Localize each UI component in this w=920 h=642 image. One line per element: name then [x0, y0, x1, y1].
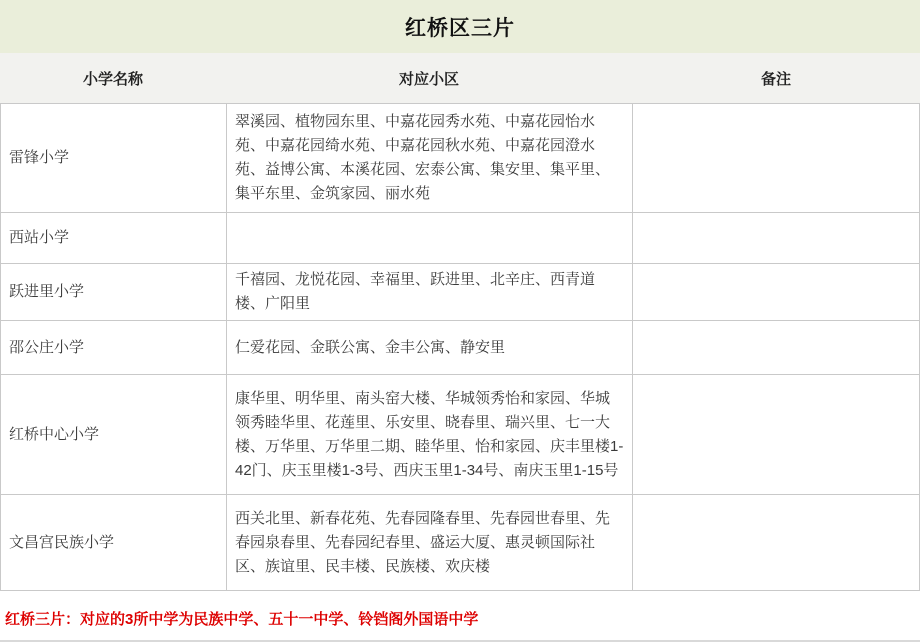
remark-cell [633, 104, 920, 213]
table-row [1, 375, 920, 495]
school-name-cell: 雷锋小学 [1, 104, 227, 213]
communities-cell [227, 213, 633, 264]
remark-cell [633, 264, 920, 321]
page-title: 红桥区三片 [405, 16, 515, 40]
school-name-cell: 邵公庄小学 [1, 321, 227, 375]
footnote-text: 红桥三片：对应的3所中学为民族中学、五十一中学、铃铛阁外国语中学 [5, 611, 479, 628]
table-row [1, 213, 920, 264]
district-table-body [1, 104, 920, 591]
communities-cell: 千禧园、龙悦花园、幸福里、跃进里、北辛庄、西青道楼、广阳里 [227, 264, 633, 321]
communities-cell: 西关北里、新春花苑、先春园隆春里、先春园世春里、先春园泉春里、先春园纪春里、盛运大厦、惠灵顿国际社区、族谊里、民丰楼、民族楼、欢庆楼 [227, 495, 633, 591]
school-name-cell: 西站小学 [1, 213, 227, 264]
table-row [1, 104, 920, 213]
column-header-remark: 备注 [760, 70, 791, 88]
remark-cell [633, 321, 920, 375]
table-header-row [0, 53, 920, 103]
school-name-cell: 红桥中心小学 [1, 375, 227, 495]
title-bar [0, 0, 920, 53]
remark-cell [633, 375, 920, 495]
table-row [1, 495, 920, 591]
remark-cell [633, 495, 920, 591]
remark-cell [633, 213, 920, 264]
school-name-cell: 文昌宫民族小学 [1, 495, 227, 591]
district-table [0, 103, 920, 591]
communities-cell: 康华里、明华里、南头窑大楼、华城领秀怡和家园、华城领秀睦华里、花莲里、乐安里、晓春里、瑞兴里、七一大楼、万华里、万华里二期、睦华里、怡和家园、庆丰里楼1-42门、庆玉里楼1-3号、西庆玉里1-34号、南庆玉里1-15号 [227, 375, 633, 495]
communities-cell: 翠溪园、植物园东里、中嘉花园秀水苑、中嘉花园怡水苑、中嘉花园绮水苑、中嘉花园秋水苑、中嘉花园澄水苑、益博公寓、本溪花园、宏泰公寓、集安里、集平里、集平东里、金筑家园、丽水苑 [227, 104, 633, 213]
school-name-cell: 跃进里小学 [1, 264, 227, 321]
table-row [1, 321, 920, 375]
column-header-communities: 对应小区 [398, 70, 459, 88]
communities-cell: 仁爱花园、金联公寓、金丰公寓、静安里 [227, 321, 633, 375]
table-row [1, 264, 920, 321]
column-header-school: 小学名称 [82, 70, 143, 88]
